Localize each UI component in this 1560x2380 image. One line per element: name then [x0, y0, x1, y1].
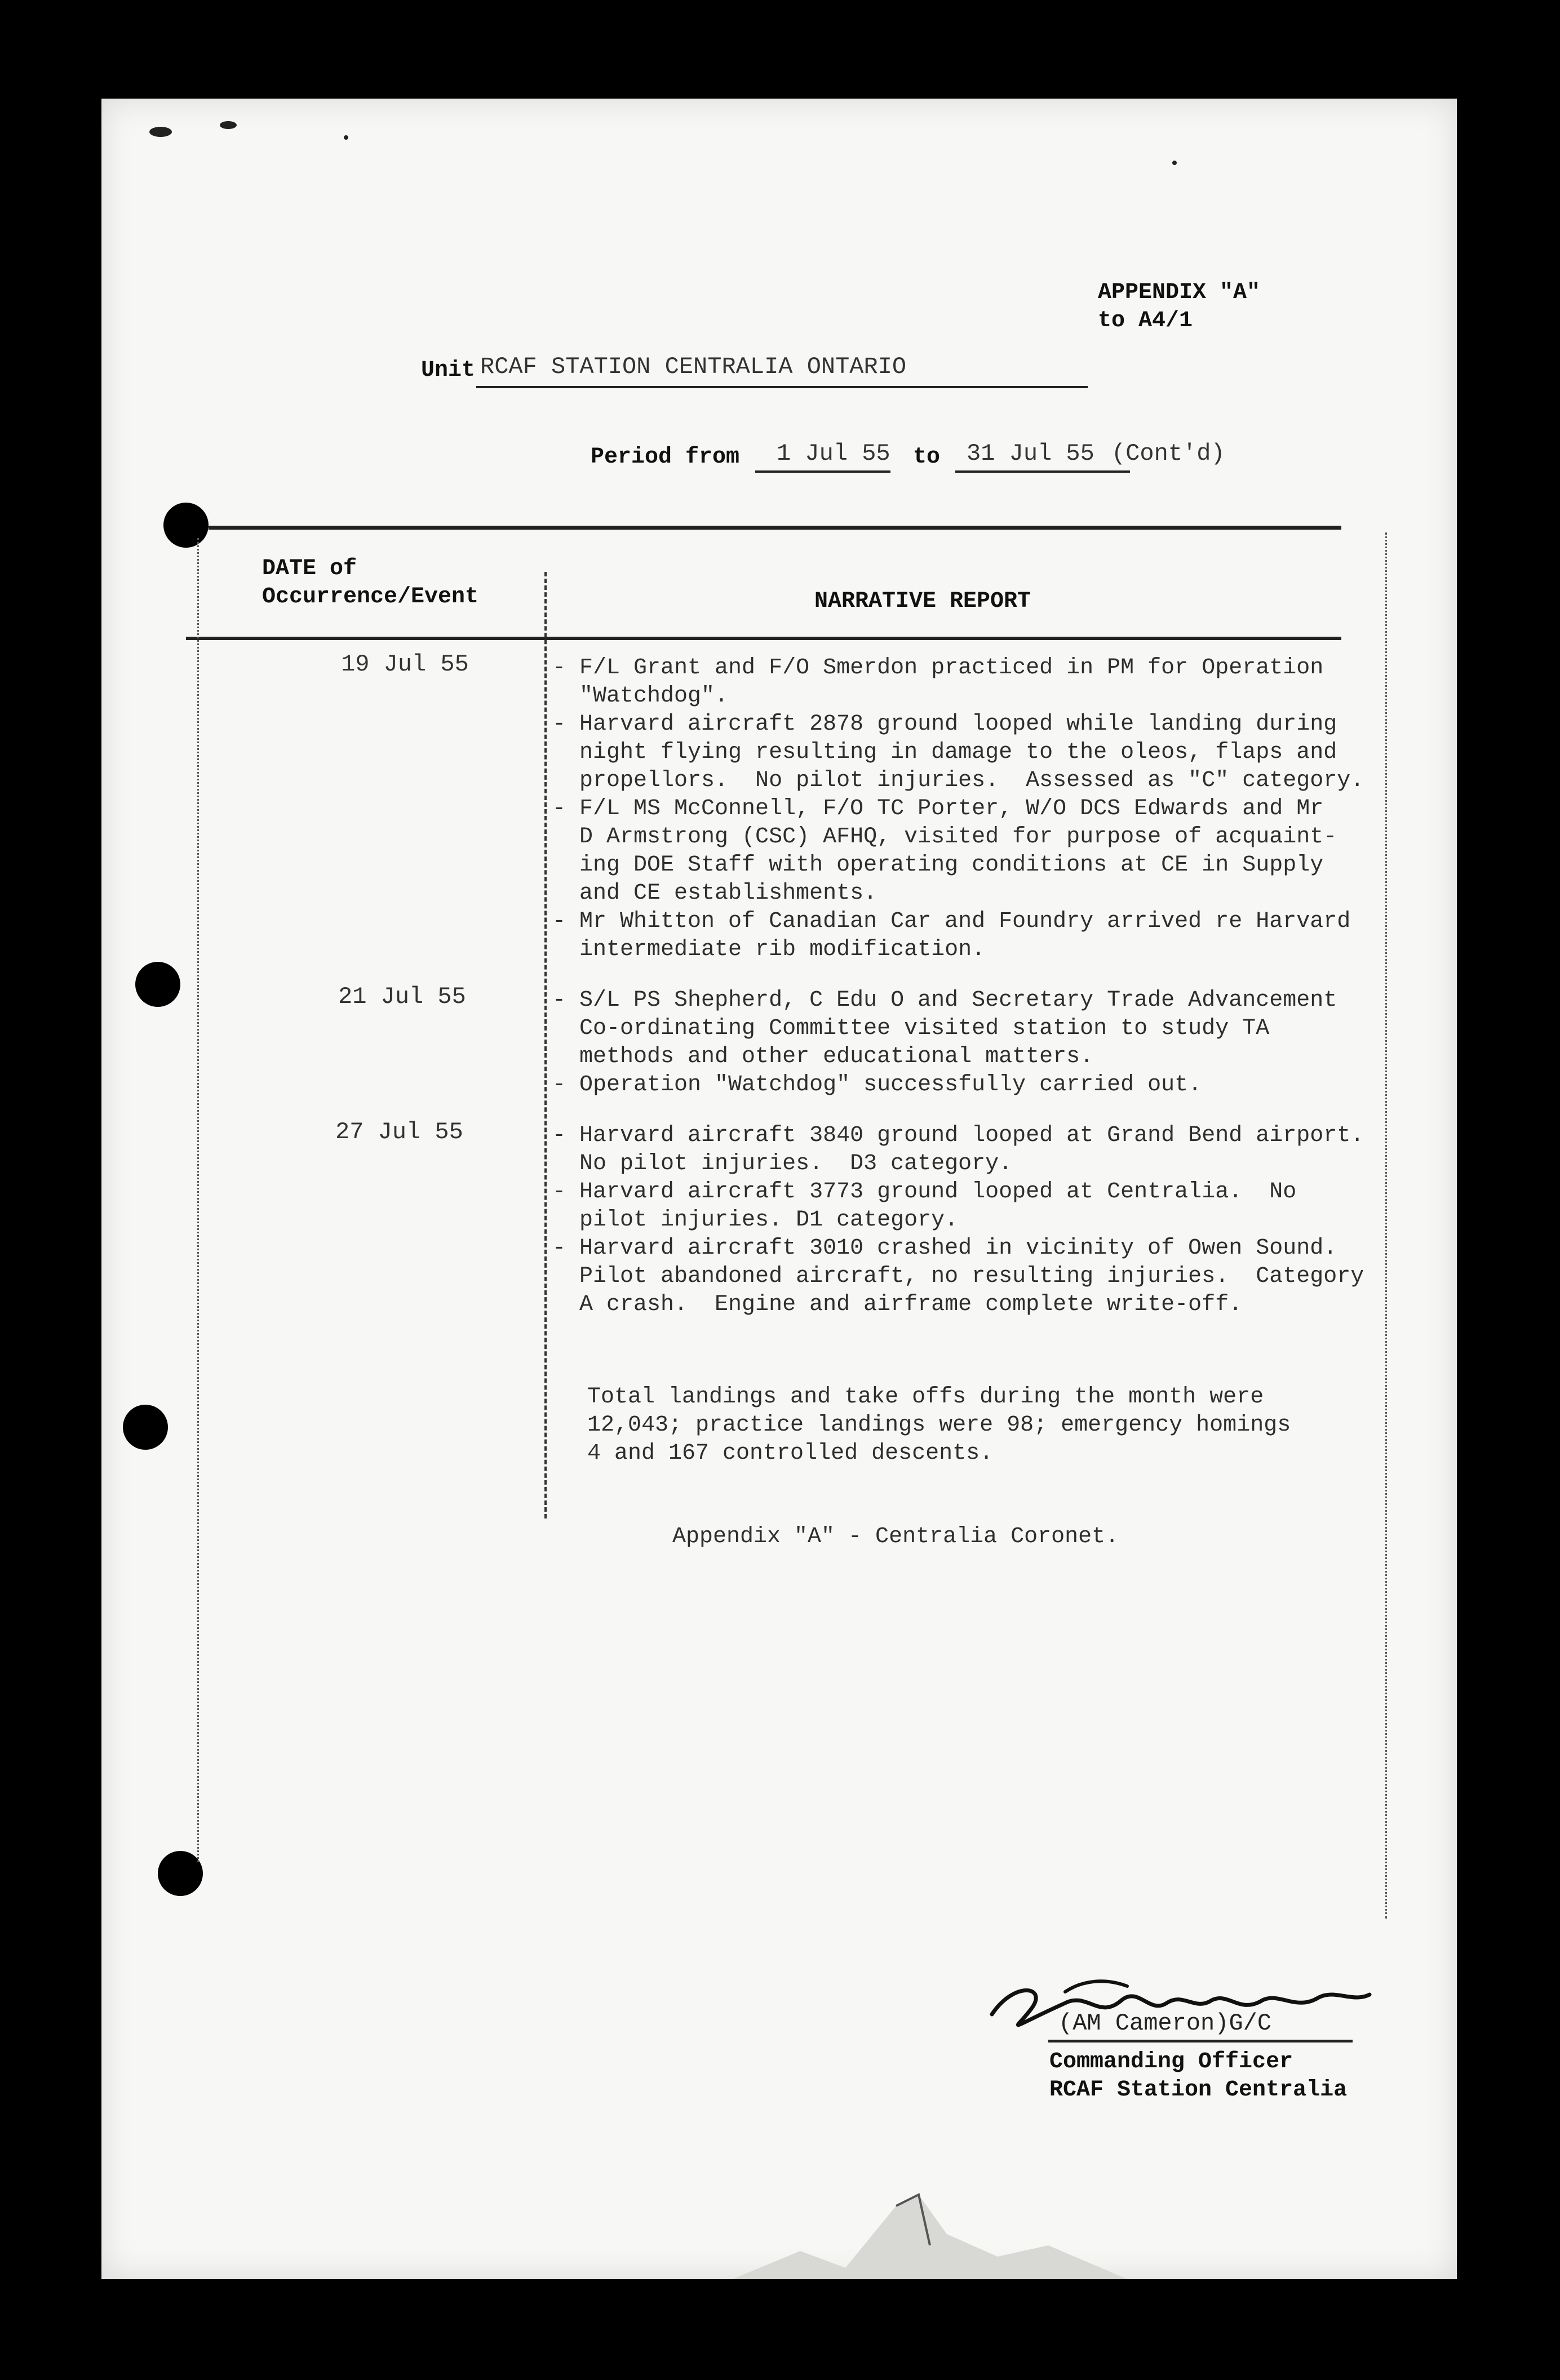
narrative-line: propellors. No pilot injuries. Assessed as "C" category. — [552, 768, 1364, 793]
table-right-edge — [1385, 532, 1387, 1919]
narrative-line: ing DOE Staff with operating conditions at CE in Supply — [552, 852, 1324, 878]
date-column-header-line1: DATE of — [262, 556, 357, 581]
narrative-line: intermediate rib modification. — [552, 937, 986, 962]
narrative-line: - Harvard aircraft 3773 ground looped at Centralia. No — [552, 1179, 1297, 1205]
appendix-note: Appendix "A" - Centralia Coronet. — [672, 1524, 1119, 1549]
entry-date: 21 Jul 55 — [338, 983, 466, 1010]
narrative-line: - Operation "Watchdog" successfully carried out. — [552, 1072, 1202, 1098]
narrative-line: - Harvard aircraft 2878 ground looped while landing during — [552, 712, 1337, 737]
narrative-line: No pilot injuries. D3 category. — [552, 1151, 1013, 1176]
period-to-underline — [955, 470, 1130, 473]
unit-label: Unit — [421, 358, 476, 383]
signature-station: RCAF Station Centralia — [1049, 2077, 1348, 2103]
narrative-line: - F/L MS McConnell, F/O TC Porter, W/O DCS Edwards and Mr — [552, 796, 1324, 822]
document-page — [101, 99, 1457, 2279]
binder-hole — [123, 1405, 168, 1450]
date-column-header-line2: Occurrence/Event — [262, 584, 479, 610]
table-header-rule — [186, 637, 1341, 640]
narrative-column-header: NARRATIVE REPORT — [814, 589, 1031, 614]
narrative-line: night flying resulting in damage to the oleos, flaps and — [552, 740, 1337, 765]
period-to-value: 31 Jul 55 — [967, 440, 1094, 467]
binder-hole — [163, 503, 209, 548]
narrative-line: Pilot abandoned aircraft, no resulting injuries. Category — [552, 1264, 1364, 1289]
signature-underline — [1048, 2040, 1353, 2042]
page-tear — [733, 2183, 1127, 2279]
period-from-label: Period from — [591, 445, 740, 470]
binder-hole — [158, 1851, 203, 1896]
totals-line: 12,043; practice landings were 98; emergency homings — [587, 1413, 1291, 1438]
narrative-line: A crash. Engine and airframe complete write-off. — [552, 1292, 1243, 1317]
narrative-line: - Harvard aircraft 3010 crashed in vicinity of Owen Sound. — [552, 1236, 1337, 1261]
totals-line: Total landings and take offs during the month were — [587, 1384, 1264, 1410]
speck — [344, 135, 348, 140]
narrative-line: pilot injuries. D1 category. — [552, 1207, 959, 1233]
narrative-line: - F/L Grant and F/O Smerdon practiced in PM for Operation — [552, 655, 1324, 681]
narrative-line: methods and other educational matters. — [552, 1044, 1094, 1069]
appendix-label: APPENDIX "A" — [1098, 280, 1261, 305]
appendix-reference: to A4/1 — [1098, 308, 1193, 334]
entry-date: 27 Jul 55 — [335, 1118, 463, 1145]
totals-line: 4 and 167 controlled descents. — [587, 1441, 994, 1466]
period-suffix: (Cont'd) — [1111, 440, 1225, 467]
table-left-edge — [197, 538, 199, 1862]
unit-value: RCAF STATION CENTRALIA ONTARIO — [480, 353, 907, 380]
speck — [220, 121, 237, 129]
speck — [1172, 161, 1177, 165]
entry-date: 19 Jul 55 — [341, 651, 469, 678]
period-from-value: 1 Jul 55 — [777, 440, 890, 467]
table-top-rule — [209, 526, 1341, 530]
unit-underline — [476, 386, 1088, 388]
narrative-line: Co-ordinating Committee visited station to study TA — [552, 1016, 1270, 1041]
narrative-line: - Harvard aircraft 3840 ground looped at Grand Bend airport. — [552, 1123, 1364, 1148]
narrative-line: "Watchdog". — [552, 683, 729, 709]
speck — [149, 127, 172, 137]
narrative-line: D Armstrong (CSC) AFHQ, visited for purpose of acquaint- — [552, 824, 1337, 850]
narrative-line: and CE establishments. — [552, 881, 878, 906]
period-to-label: to — [913, 445, 941, 470]
narrative-line: - Mr Whitton of Canadian Car and Foundry arrived re Harvard — [552, 909, 1351, 934]
signature-title: Commanding Officer — [1049, 2049, 1293, 2075]
table-column-divider — [544, 572, 547, 1518]
signature-name: (AM Cameron)G/C — [1058, 2010, 1272, 2037]
binder-hole — [135, 962, 180, 1007]
period-from-underline — [755, 470, 890, 473]
narrative-line: - S/L PS Shepherd, C Edu O and Secretary Trade Advancement — [552, 988, 1337, 1013]
